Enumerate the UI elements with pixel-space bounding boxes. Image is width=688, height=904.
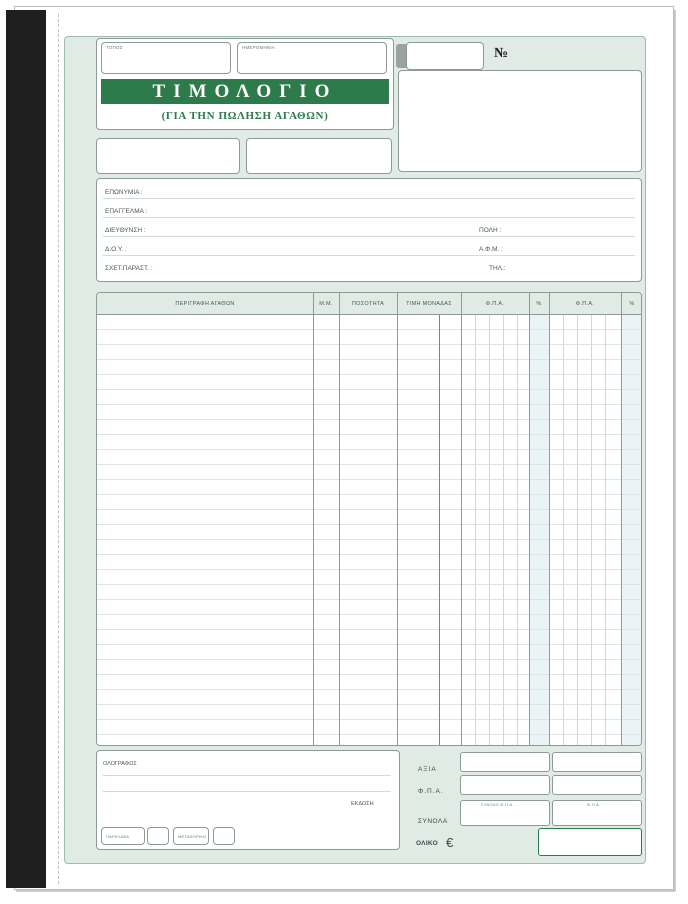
customer-section [96,178,642,282]
digit-divider [489,315,490,746]
date-label: ΗΜΕΡΟΜΗΝΙΑ [242,45,276,50]
vat-number-label: Α.Φ.Μ. : [479,246,503,253]
vat-total-box-2[interactable] [552,775,642,795]
issuer-label: ΕΚΔΟΣΗ [351,801,374,807]
binding-spine [6,10,46,888]
goods-table [96,292,642,746]
digit-divider [517,315,518,746]
digit-divider [577,315,578,746]
grand-total-box[interactable] [538,828,642,856]
profession-label: ΕΠΑΓΓΕΛΜΑ : [105,208,148,215]
col-vat-2: Φ.Π.Α. [575,301,595,307]
city-label: ΠΟΛΗ : [479,227,502,234]
col-divider [461,293,462,746]
col-unit-price: ΤΙΜΗ ΜΟΝΑΔΑΣ [406,301,452,307]
col-vat-percent-1: % [536,301,542,307]
col-divider [621,293,622,746]
invoice-header [96,38,394,130]
col-divider [529,293,530,746]
perforation-line [58,14,59,884]
phone-label: ΤΗΛ.: [489,265,506,272]
tax-office-label: Δ.Ο.Υ. : [105,246,127,253]
address-row[interactable] [103,218,635,237]
digit-divider [475,315,476,746]
table-rows[interactable] [97,315,642,746]
col-quantity: ΠΟΣΟΤΗΤΑ [351,301,385,307]
amount-in-words-line[interactable] [103,775,391,776]
col-divider [339,293,340,746]
received-label: ΠΑΡΕΛΑΒΑ [106,834,130,839]
col-unit: Μ.Μ. [319,301,333,307]
document-title: ΤΙΜΟΛΟΓΙΟ [101,79,389,104]
col-divider [313,293,314,746]
header-field-left[interactable] [96,138,240,174]
totals-label: ΣΥΝΟΛΑ [418,818,448,825]
digit-divider [563,315,564,746]
delivery-note-label: ΣΧΕΤ.ΠΑΡΑΣΤ. : [105,265,153,272]
header-field-right[interactable] [246,138,392,174]
value-total-box-1[interactable] [460,752,550,772]
grand-total-label: ΟΛΙΚΟ [416,840,438,847]
col-description: ΠΕΡΙΓΡΑΦΗ ΑΓΑΘΩΝ [175,301,235,307]
serial-field[interactable] [406,42,484,70]
vat-total-box-1[interactable] [460,775,550,795]
carrier-extra-box[interactable] [213,827,235,845]
name-label: ΕΠΩΝΥΜΙΑ : [105,189,143,196]
value-total-box-2[interactable] [552,752,642,772]
place-label: ΤΟΠΟΣ [106,45,123,50]
sum-total-box-1[interactable] [460,800,550,826]
name-row[interactable] [103,180,635,199]
digit-divider [605,315,606,746]
digit-divider [503,315,504,746]
col-vat-1: Φ.Π.Α. [485,301,505,307]
vat-total-caption: ΣΥΝΟΛΟ Φ.Π.Α. [481,802,514,807]
col-vat-percent-2: % [629,301,635,307]
col-divider [549,293,550,746]
euro-symbol: € [446,835,454,850]
received-extra-box[interactable] [147,827,169,845]
sum-total-box-2[interactable] [552,800,642,826]
document-subtitle: (ΓΙΑ ΤΗΝ ΠΩΛΗΣΗ ΑΓΑΘΩΝ) [161,110,329,122]
carrier-label: ΜΕΤΑΦΟΡΙΚΟ [178,834,207,839]
vat-caption-2: Φ.Π.Α. [587,802,601,807]
received-signature-box[interactable] [101,827,145,845]
address-label: ΔΙΕΥΘΥΝΣΗ : [105,227,146,234]
digit-divider [591,315,592,746]
amount-in-words-line[interactable] [103,791,391,792]
place-field[interactable] [101,42,231,74]
col-divider [397,293,398,746]
profession-row[interactable] [103,199,635,218]
amount-in-words-label: ΟΛΟΓΡΑΦΩΣ [103,761,137,767]
tax-office-row[interactable] [103,237,635,256]
footer-signatures [96,750,400,850]
date-field[interactable] [237,42,387,74]
table-header [97,293,642,315]
delivery-row[interactable] [103,256,635,275]
invoice-number-label: № [494,46,509,61]
issuer-details-area[interactable] [398,70,642,172]
vat-sum-label: Φ.Π.Α. [418,788,444,795]
decimal-divider [439,315,440,746]
carrier-signature-box[interactable] [173,827,209,845]
value-label: ΑΞΙΑ [418,766,437,773]
